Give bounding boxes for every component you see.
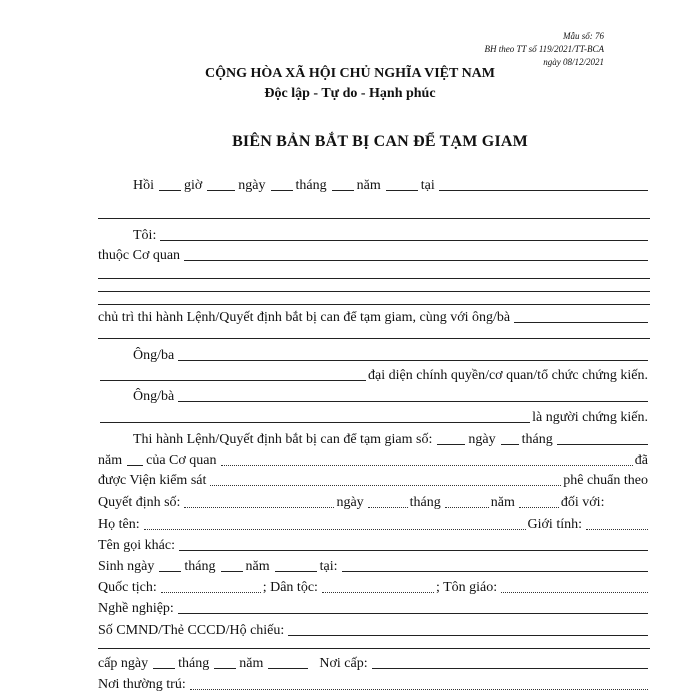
occupation-field[interactable]	[178, 613, 648, 614]
label-phe-chuan: phê chuẩn theo	[563, 473, 648, 488]
label-ngay: ngày	[238, 178, 266, 193]
place-field-cont[interactable]	[98, 218, 650, 219]
label-ngay-2: ngày	[468, 432, 496, 447]
agency-field-cont-3[interactable]	[98, 304, 650, 305]
cua-co-quan-line	[98, 451, 650, 469]
label-dai-dien: đại diện chính quyền/cơ quan/tổ chức chứng kiến.	[368, 368, 648, 383]
participant-field[interactable]	[514, 322, 648, 323]
vks-line	[98, 471, 650, 489]
participant-field-cont[interactable]	[98, 338, 650, 339]
chu-tri-line	[98, 308, 650, 326]
issue-month-field[interactable]	[214, 668, 236, 669]
thi-hanh-line	[133, 430, 650, 448]
approval-month-field[interactable]	[445, 507, 489, 508]
label-noi-thuong-tru: Nơi thường trú:	[98, 677, 186, 692]
residence-field[interactable]	[190, 689, 648, 690]
approval-no-field[interactable]	[184, 507, 334, 508]
birth-place-field[interactable]	[342, 571, 649, 572]
label-thang-3: tháng	[409, 495, 441, 510]
witness2-role-line	[98, 408, 650, 426]
witness2-role-field[interactable]	[100, 422, 530, 423]
noi-thuong-tru-line	[98, 675, 650, 693]
label-thang-4: tháng	[184, 559, 216, 574]
label-nghe-nghiep: Nghề nghiệp:	[98, 601, 174, 616]
national-motto: Độc lập - Tự do - Hạnh phúc	[264, 86, 436, 101]
witness1-line	[133, 346, 650, 364]
label-gioi-tinh: Giới tính:	[527, 517, 582, 532]
label-nam-4: năm	[245, 559, 270, 574]
suspect-name-field[interactable]	[144, 529, 526, 530]
label-noi-cap: Nơi cấp:	[319, 656, 368, 671]
label-thang: tháng	[295, 178, 327, 193]
approval-year-field[interactable]	[519, 507, 559, 508]
form-issued-date: ngày 08/12/2021	[543, 57, 604, 67]
label-tai-2: tại:	[319, 559, 338, 574]
label-sinh-ngay: Sinh ngày	[98, 559, 155, 574]
label-dan-toc: ; Dân tộc:	[262, 580, 318, 595]
id-number-field[interactable]	[288, 635, 648, 636]
label-so-cmnd: Số CMND/Thẻ CCCD/Hộ chiếu:	[98, 623, 285, 638]
form-code-block	[484, 30, 604, 69]
hour-field[interactable]	[159, 190, 181, 191]
label-tai: tại	[420, 178, 435, 193]
label-thi-hanh: Thi hành Lệnh/Quyết định bắt bị can để tạm giam số:	[133, 432, 433, 447]
birth-day-field[interactable]	[159, 571, 181, 572]
label-ong-ba-2: Ông/bà	[133, 389, 175, 404]
cap-ngay-line	[98, 654, 650, 672]
label-chu-tri: chủ trì thi hành Lệnh/Quyết định bắt bị can để tạm giam, cùng với ông/bà	[98, 310, 511, 325]
agency-field[interactable]	[184, 260, 648, 261]
issue-place-field[interactable]	[372, 668, 648, 669]
decision-no-field[interactable]	[437, 444, 465, 445]
issue-day-field[interactable]	[153, 668, 175, 669]
label-hoi: Hồi	[133, 178, 154, 193]
issuing-agency-field[interactable]	[221, 465, 633, 466]
label-nam-5: năm	[239, 656, 264, 671]
witness1-role-field[interactable]	[100, 380, 366, 381]
approval-day-field[interactable]	[368, 507, 408, 508]
issue-year-field[interactable]	[268, 668, 308, 669]
decision-day-field[interactable]	[501, 444, 519, 445]
label-thang-2: tháng	[521, 432, 553, 447]
sinh-ngay-line	[98, 557, 650, 575]
label-nam-3: năm	[490, 495, 515, 510]
alias-field[interactable]	[179, 550, 648, 551]
label-thuoc-co-quan: thuộc Cơ quan	[98, 248, 181, 263]
birth-month-field[interactable]	[221, 571, 243, 572]
officer-name-field[interactable]	[160, 240, 648, 241]
id-number-field-cont[interactable]	[98, 648, 650, 649]
witness1-name-field[interactable]	[178, 360, 648, 361]
witness2-name-field[interactable]	[178, 401, 648, 402]
witness2-line	[133, 387, 650, 405]
label-ten-goi-khac: Tên gọi khác:	[98, 538, 175, 553]
agency-line	[98, 246, 650, 264]
birth-year-field[interactable]	[275, 571, 317, 572]
label-ho-ten: Họ tên:	[98, 517, 140, 532]
ethnicity-field[interactable]	[322, 592, 434, 593]
nationality-field[interactable]	[161, 592, 261, 593]
label-ngay-3: ngày	[336, 495, 364, 510]
label-cua-co-quan: của Cơ quan	[146, 453, 217, 468]
form-issued-by: BH theo TT số 119/2021/TT-BCA	[484, 44, 604, 54]
qd-line	[98, 493, 650, 511]
minute-field[interactable]	[207, 190, 235, 191]
label-cap-ngay: cấp ngày	[98, 656, 149, 671]
document-title: BIÊN BẢN BẮT BỊ CAN ĐỂ TẠM GIAM	[232, 133, 528, 150]
national-name: CỘNG HÒA XÃ HỘI CHỦ NGHĨA VIỆT NAM	[204, 66, 495, 81]
agency-field-cont-2[interactable]	[98, 291, 650, 292]
ten-goi-khac-line	[98, 536, 650, 554]
ho-ten-line	[98, 515, 650, 533]
label-da: đã	[634, 453, 648, 468]
label-nam: năm	[356, 178, 381, 193]
place-field[interactable]	[439, 190, 648, 191]
label-toi: Tôi:	[133, 228, 157, 243]
label-ton-giao: ; Tôn giáo:	[435, 580, 498, 595]
label-thang-5: tháng	[178, 656, 210, 671]
decision-month-field[interactable]	[557, 444, 648, 445]
procuracy-field[interactable]	[210, 485, 561, 486]
label-quoc-tich: Quốc tịch:	[98, 580, 157, 595]
agency-field-cont-1[interactable]	[98, 278, 650, 279]
nghe-nghiep-line	[98, 599, 650, 617]
label-nguoi-chung-kien: là người chứng kiến.	[532, 410, 648, 425]
witness1-role-line	[98, 366, 650, 384]
label-doi-voi: đối với:	[560, 495, 605, 510]
officer-line	[133, 226, 650, 244]
cmnd-line	[98, 621, 650, 639]
label-duoc-vks: được Viện kiểm sát	[98, 473, 207, 488]
religion-field[interactable]	[501, 592, 648, 593]
decision-year-field[interactable]	[127, 465, 143, 466]
month-field[interactable]	[332, 190, 354, 191]
year-field[interactable]	[386, 190, 418, 191]
time-place-line	[133, 176, 650, 194]
quoc-tich-line	[98, 578, 650, 596]
label-qd-so: Quyết định số:	[98, 495, 181, 510]
label-nam-2: năm	[98, 453, 123, 468]
label-ong-ba-1: Ông/ba	[133, 348, 175, 363]
gender-field[interactable]	[586, 529, 648, 530]
day-field[interactable]	[271, 190, 293, 191]
form-number: Mẫu số: 76	[563, 31, 604, 41]
label-gio: giờ	[184, 178, 203, 193]
